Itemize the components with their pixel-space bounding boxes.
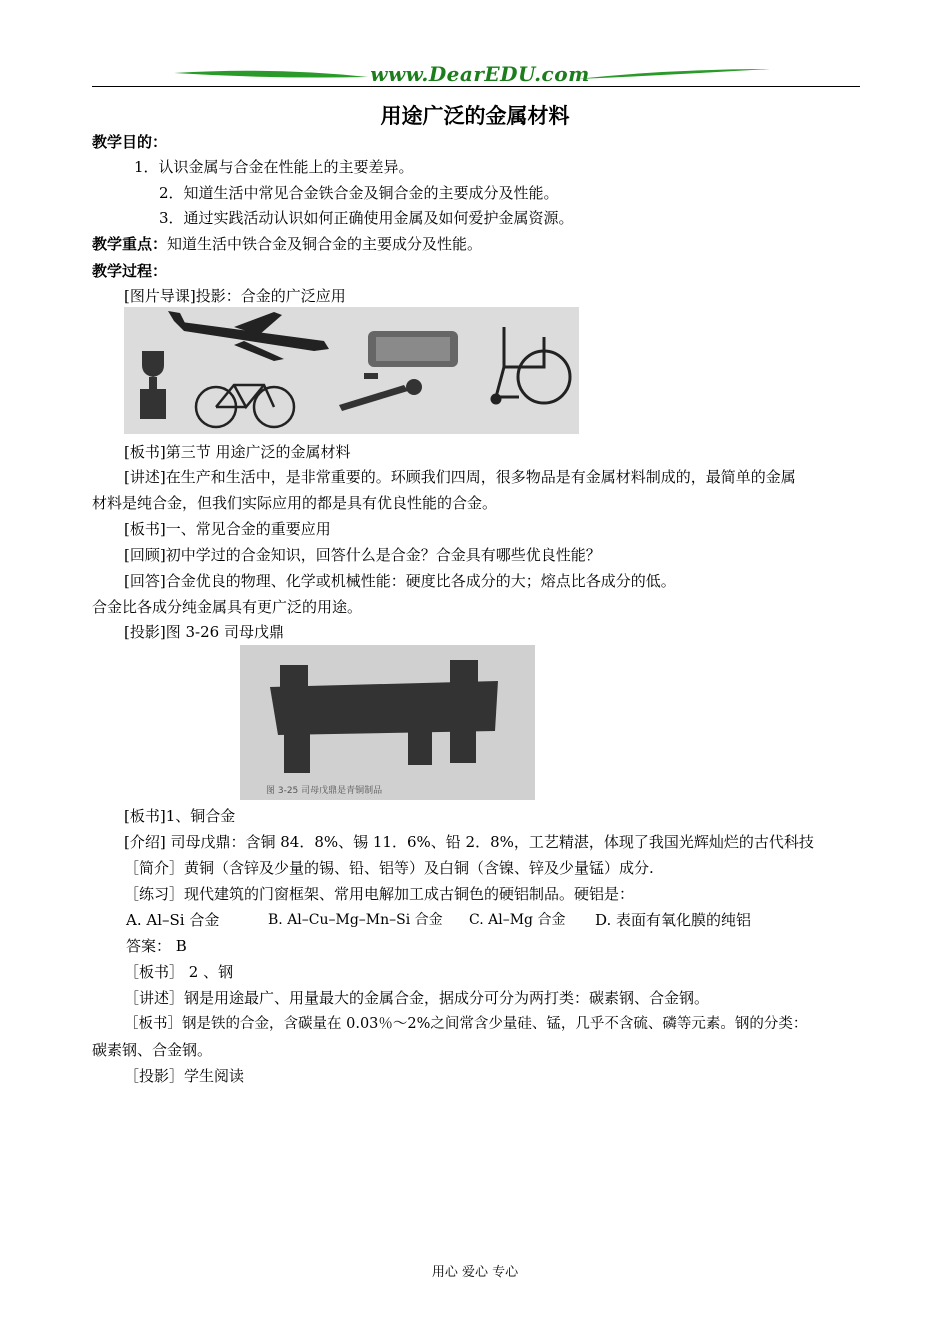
option-b: B. Al–Cu–Mg–Mn–Si 合金	[268, 912, 443, 928]
paragraph: [板书]一、常见合金的重要应用	[124, 520, 331, 538]
site-logo: www.DearEDU.com	[370, 62, 590, 86]
trophy-icon	[140, 351, 166, 419]
paragraph: ［投影］学生阅读	[124, 1067, 245, 1085]
wheelchair-icon	[492, 327, 570, 403]
process-label: 教学过程：	[92, 262, 168, 280]
answer: 答案： B	[126, 937, 187, 955]
key-point	[92, 233, 482, 255]
goal-item: 1．认识金属与合金在性能上的主要差异。	[134, 158, 414, 176]
goal-label: 教学目的：	[92, 133, 168, 151]
right-swoosh-icon	[572, 65, 772, 85]
paragraph: [板书]1、铜合金	[124, 807, 236, 825]
option-d: D. 表面有氧化膜的纯铝	[595, 911, 752, 929]
paragraph: [回答]合金优良的物理、化学或机械性能：硬度比各成分的大；熔点比各成分的低。	[124, 572, 676, 590]
document-title: 用途广泛的金属材料	[380, 103, 570, 128]
page-header	[92, 62, 860, 90]
paragraph: ［板书］钢是铁的合金，含碳量在 0.03％～2%之间常含少量硅、锰，几乎不含硫、磷等元素。钢的分类：	[124, 1016, 808, 1032]
left-swoosh-icon	[172, 65, 372, 85]
paragraph: [板书]第三节 用途广泛的金属材料	[124, 443, 351, 461]
wrench-icon	[339, 373, 422, 411]
paragraph: ［讲述］钢是用途最广、用量最大的金属合金，据成分可分为两打类：碳素钢、合金钢。	[124, 989, 710, 1007]
bicycle-icon	[196, 385, 294, 427]
key-text: 知道生活中铁合金及铜合金的主要成分及性能。	[167, 235, 483, 253]
airplane-icon	[168, 311, 329, 361]
option-a: A. Al–Si 合金	[126, 911, 220, 929]
paragraph: [讲述]在生产和生活中，是非常重要的。环顾我们四周，很多物品是有金属材料制成的，最简单的金属	[124, 468, 796, 486]
paragraph: [回顾]初中学过的合金知识，回答什么是合金？合金具有哪些优良性能？	[124, 546, 601, 564]
page-footer: 用心 爱心 专心	[431, 1265, 519, 1280]
alloy-applications-image	[124, 307, 579, 434]
paragraph: 合金比各成分纯金属具有更广泛的用途。	[92, 598, 363, 616]
key-label: 教学重点：	[92, 235, 168, 253]
goal-item: 2．知道生活中常见合金铁合金及铜合金的主要成分及性能。	[159, 184, 559, 202]
plate-icon	[368, 331, 458, 367]
paragraph: [投影]图 3-26 司母戊鼎	[124, 623, 284, 641]
ding-illustration	[240, 645, 535, 800]
option-c: C. Al–Mg 合金	[469, 912, 566, 928]
image-caption: 图 3-25 司母戊鼎是青铜制品	[266, 786, 383, 796]
header-rule	[92, 86, 860, 87]
ding-vessel-icon	[270, 660, 498, 773]
alloy-objects-illustration	[124, 307, 579, 434]
paragraph: ［简介］黄铜（含锌及少量的锡、铅、铝等）及白铜（含镍、锌及少量锰）成分.	[124, 859, 654, 877]
paragraph: [图片导课]投影：合金的广泛应用	[124, 287, 346, 305]
paragraph: ［练习］现代建筑的门窗框架、常用电解加工成古铜色的硬铝制品。硬铝是：	[124, 885, 635, 903]
simuwu-ding-image	[240, 645, 535, 800]
paragraph: 材料是纯合金，但我们实际应用的都是具有优良性能的合金。	[92, 494, 498, 512]
paragraph: 碳素钢、合金钢。	[92, 1041, 213, 1059]
goal-item: 3．通过实践活动认识如何正确使用金属及如何爱护金属资源。	[159, 209, 574, 227]
paragraph: ［板书］ 2 、钢	[124, 963, 234, 981]
paragraph: [介绍] 司母戊鼎：含铜 84．8%、锡 11．6%、铅 2．8%，工艺精湛，体现了我国光辉灿烂的古代科技	[124, 833, 814, 851]
